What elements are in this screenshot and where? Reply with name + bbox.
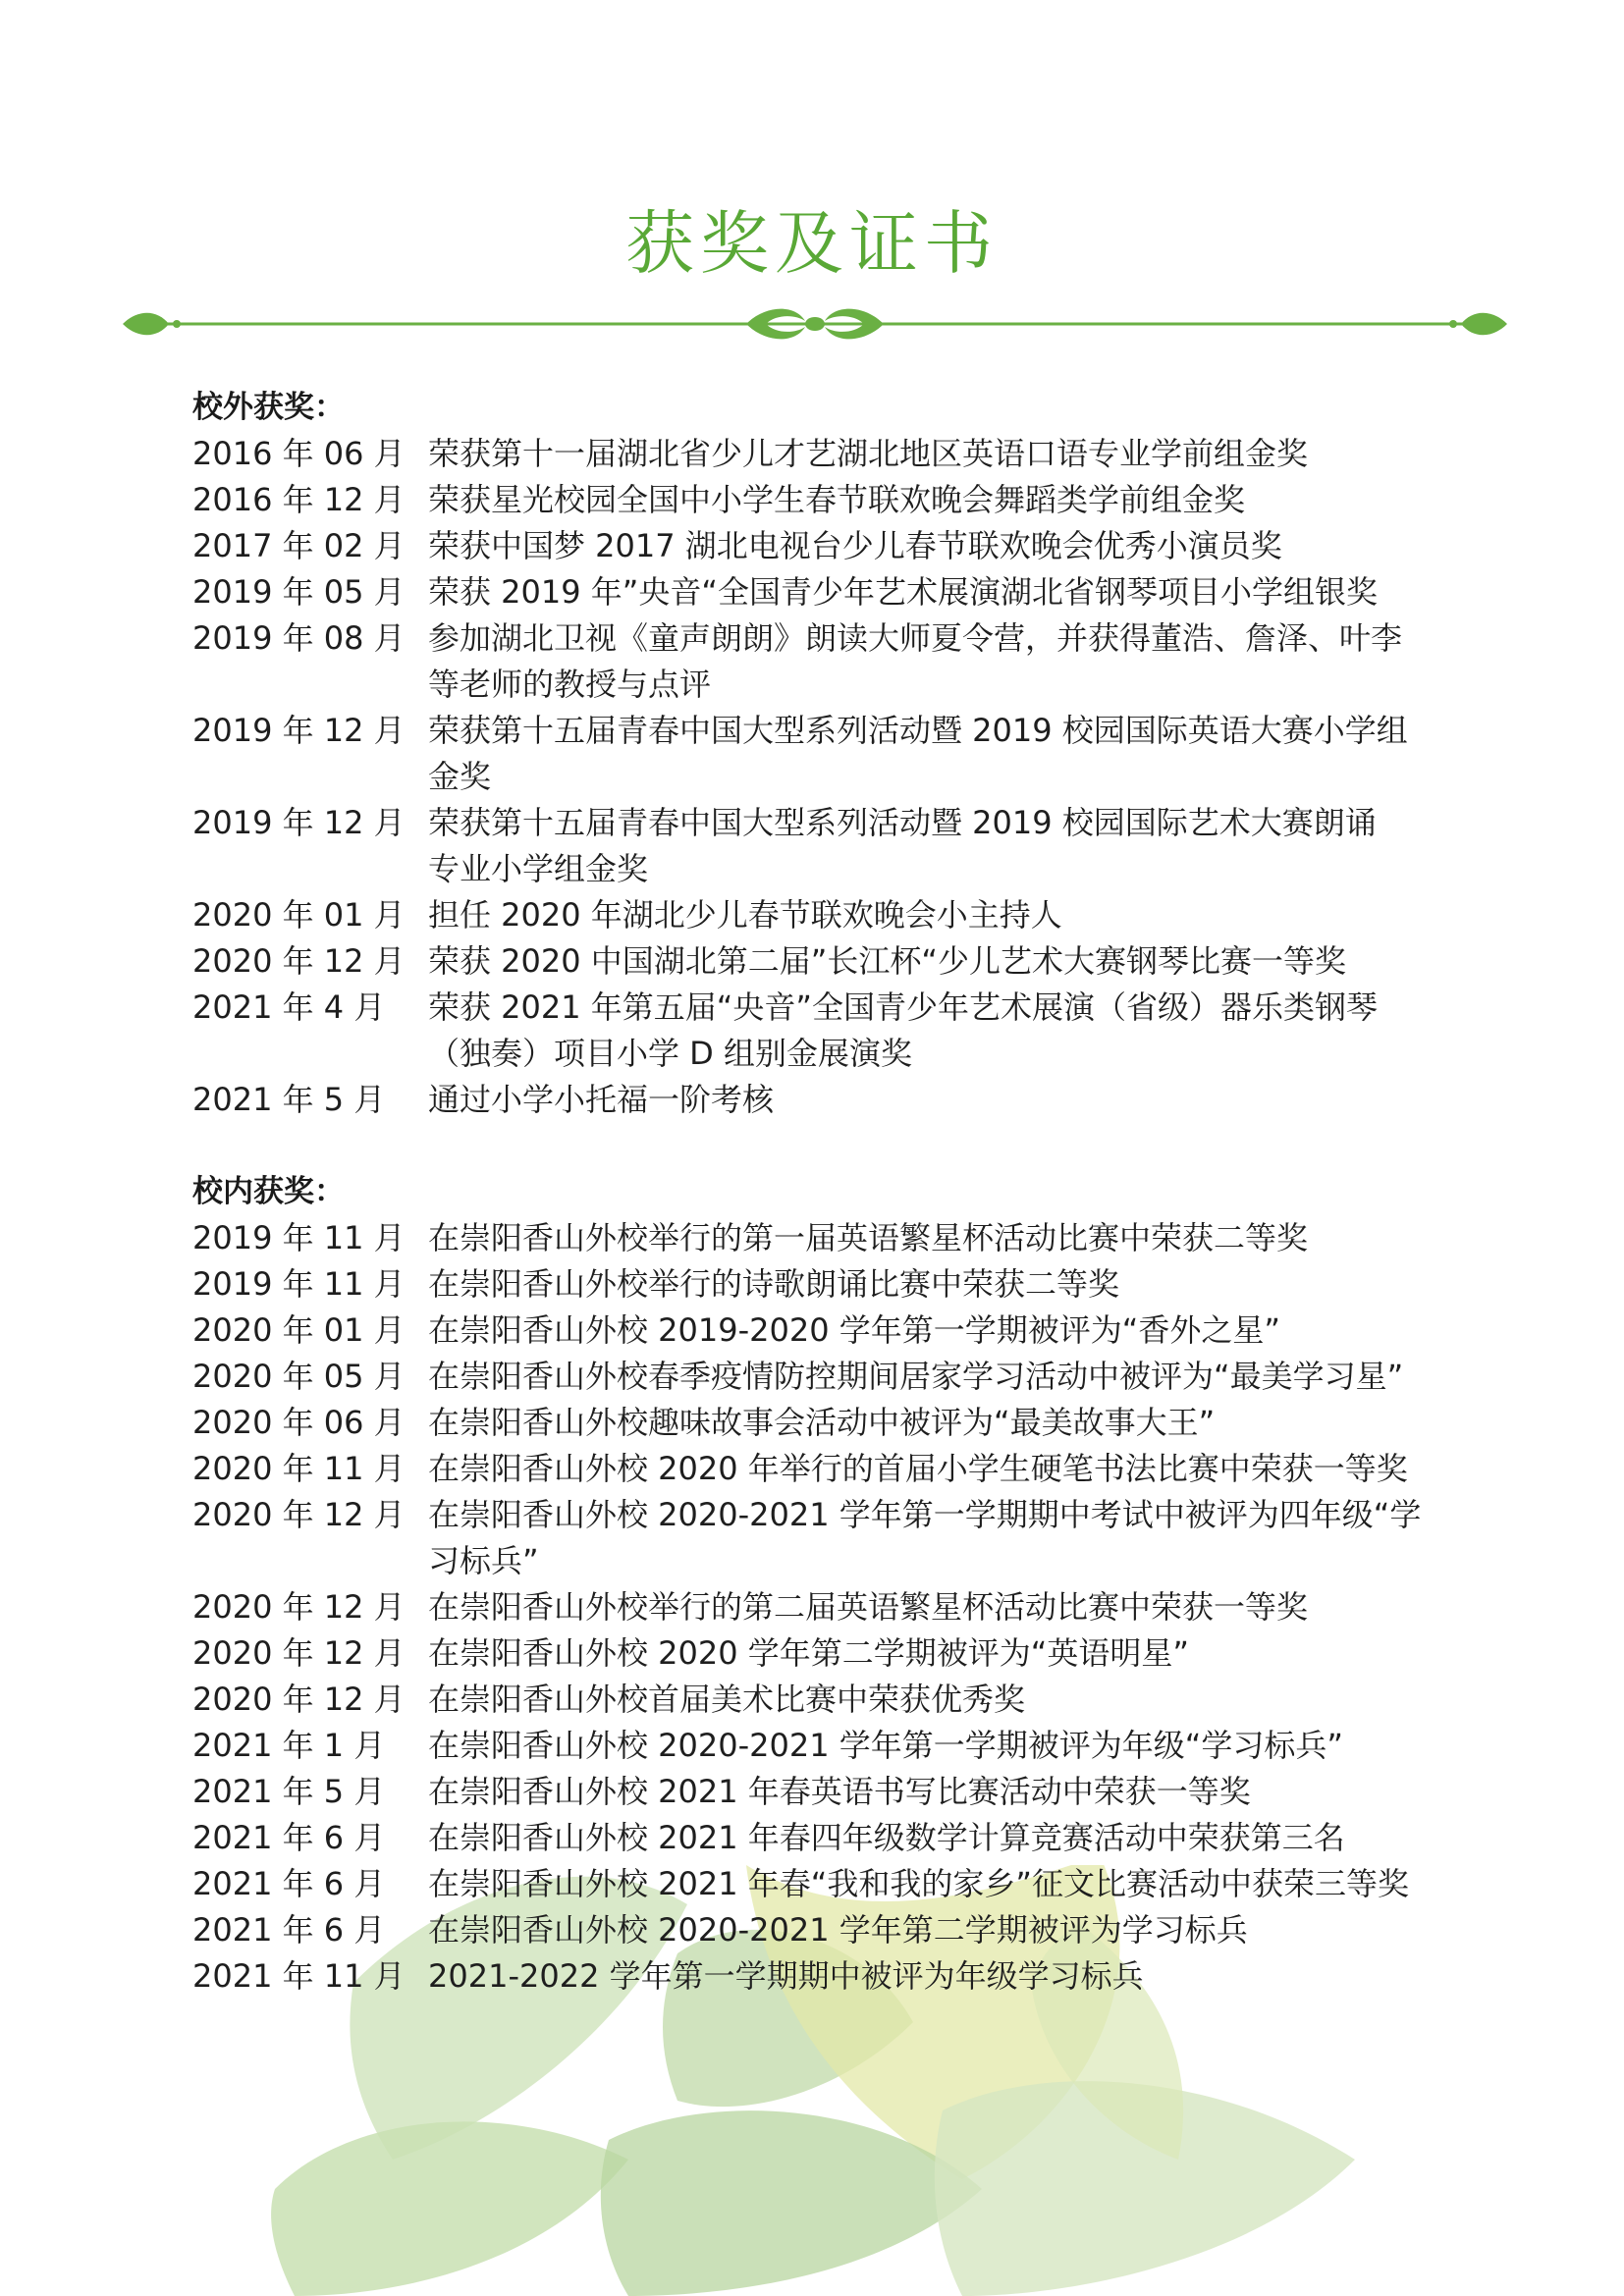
award-date: 2020 年 05 月 bbox=[192, 1358, 406, 1395]
award-entry bbox=[192, 892, 1508, 938]
award-text: 专业小学组金奖 bbox=[428, 850, 649, 887]
award-entry bbox=[192, 477, 1508, 523]
award-date: 2016 年 12 月 bbox=[192, 481, 406, 518]
award-text: 荣获第十五届青春中国大型系列活动暨 2019 校园国际艺术大赛朗诵 bbox=[428, 804, 1377, 841]
award-text: 通过小学小托福一阶考核 bbox=[428, 1081, 775, 1118]
award-text: 在崇阳香山外校举行的诗歌朗诵比赛中荣获二等奖 bbox=[428, 1265, 1120, 1303]
award-date: 2020 年 12 月 bbox=[192, 1634, 406, 1672]
award-entry bbox=[192, 615, 1508, 662]
award-date: 2020 年 01 月 bbox=[192, 896, 406, 934]
award-entry-continuation bbox=[192, 754, 1508, 800]
award-date: 2019 年 12 月 bbox=[192, 712, 406, 749]
award-text: 荣获第十一届湖北省少儿才艺湖北地区英语口语专业学前组金奖 bbox=[428, 435, 1309, 472]
award-date: 2021 年 6 月 bbox=[192, 1819, 386, 1856]
award-text: （独奏）项目小学 D 组别金展演奖 bbox=[428, 1035, 912, 1072]
award-text: 荣获 2019 年”央音“全国青少年艺术展演湖北省钢琴项目小学组银奖 bbox=[428, 573, 1378, 611]
award-date: 2020 年 06 月 bbox=[192, 1404, 406, 1441]
award-entry bbox=[192, 1630, 1508, 1677]
award-date: 2019 年 05 月 bbox=[192, 573, 406, 611]
award-entry bbox=[192, 569, 1508, 615]
award-text: 在崇阳香山外校 2021 年春“我和我的家乡”征文比赛活动中获荣三等奖 bbox=[428, 1865, 1409, 1902]
award-entry bbox=[192, 1077, 1508, 1123]
award-entry bbox=[192, 1907, 1508, 1953]
award-date: 2021 年 6 月 bbox=[192, 1911, 386, 1949]
section-heading-outside: 校外获奖： bbox=[192, 390, 345, 425]
award-entry bbox=[192, 1584, 1508, 1630]
award-date: 2019 年 08 月 bbox=[192, 619, 406, 657]
section-heading-inside: 校内获奖： bbox=[192, 1174, 345, 1209]
award-text: 在崇阳香山外校趣味故事会活动中被评为“最美故事大王” bbox=[428, 1404, 1216, 1441]
award-entry bbox=[192, 1446, 1508, 1492]
award-entry-continuation bbox=[192, 1031, 1508, 1077]
award-entry-continuation bbox=[192, 1538, 1508, 1584]
award-text: 等老师的教授与点评 bbox=[428, 666, 712, 703]
award-entry bbox=[192, 1953, 1508, 2000]
awards-content bbox=[192, 385, 1508, 2000]
leaf-shape bbox=[271, 2121, 628, 2296]
award-text: 荣获第十五届青春中国大型系列活动暨 2019 校园国际英语大赛小学组 bbox=[428, 712, 1408, 749]
award-text: 参加湖北卫视《童声朗朗》朗读大师夏令营，并获得董浩、詹泽、叶李 bbox=[428, 619, 1403, 657]
award-entry bbox=[192, 1815, 1508, 1861]
award-date bbox=[192, 662, 428, 708]
award-entry bbox=[192, 1861, 1508, 1907]
award-text: 在崇阳香山外校 2020-2021 学年第一学期被评为年级“学习标兵” bbox=[428, 1727, 1343, 1764]
award-text: 在崇阳香山外校 2021 年春英语书写比赛活动中荣获一等奖 bbox=[428, 1773, 1251, 1810]
award-date: 2020 年 12 月 bbox=[192, 1681, 406, 1718]
title-divider-ornament bbox=[118, 299, 1512, 348]
award-text: 在崇阳香山外校首届美术比赛中荣获优秀奖 bbox=[428, 1681, 1026, 1718]
award-date: 2019 年 11 月 bbox=[192, 1219, 406, 1256]
award-text: 在崇阳香山外校举行的第一届英语繁星杯活动比赛中荣获二等奖 bbox=[428, 1219, 1309, 1256]
award-entry bbox=[192, 523, 1508, 569]
award-date bbox=[192, 1031, 428, 1077]
outside-awards-list bbox=[192, 431, 1508, 1123]
award-date bbox=[192, 1538, 428, 1584]
award-date: 2021 年 6 月 bbox=[192, 1865, 386, 1902]
award-date: 2016 年 06 月 bbox=[192, 435, 406, 472]
award-date bbox=[192, 754, 428, 800]
award-entry bbox=[192, 1723, 1508, 1769]
award-date: 2021 年 1 月 bbox=[192, 1727, 386, 1764]
award-entry bbox=[192, 1492, 1508, 1538]
award-date: 2020 年 12 月 bbox=[192, 1496, 406, 1533]
inside-awards-list bbox=[192, 1215, 1508, 2000]
award-date: 2021 年 5 月 bbox=[192, 1081, 386, 1118]
award-text: 在崇阳香山外校 2020-2021 学年第一学期期中考试中被评为四年级“学 bbox=[428, 1496, 1422, 1533]
award-entry bbox=[192, 1354, 1508, 1400]
award-date bbox=[192, 846, 428, 892]
award-entry bbox=[192, 800, 1508, 846]
award-date: 2020 年 11 月 bbox=[192, 1450, 406, 1487]
award-entry bbox=[192, 1308, 1508, 1354]
award-text: 荣获 2020 中国湖北第二届”长江杯“少儿艺术大赛钢琴比赛一等奖 bbox=[428, 942, 1346, 980]
award-date: 2020 年 12 月 bbox=[192, 942, 406, 980]
award-date: 2021 年 5 月 bbox=[192, 1773, 386, 1810]
award-date: 2021 年 11 月 bbox=[192, 1957, 406, 1995]
award-text: 在崇阳香山外校春季疫情防控期间居家学习活动中被评为“最美学习星” bbox=[428, 1358, 1404, 1395]
award-entry bbox=[192, 1215, 1508, 1261]
award-text: 2021-2022 学年第一学期期中被评为年级学习标兵 bbox=[428, 1957, 1144, 1995]
award-date: 2019 年 11 月 bbox=[192, 1265, 406, 1303]
award-text: 在崇阳香山外校 2020-2021 学年第二学期被评为学习标兵 bbox=[428, 1911, 1248, 1949]
award-text: 在崇阳香山外校 2020 年举行的首届小学生硬笔书法比赛中荣获一等奖 bbox=[428, 1450, 1408, 1487]
award-text: 荣获中国梦 2017 湖北电视台少儿春节联欢晚会优秀小演员奖 bbox=[428, 527, 1282, 564]
award-date: 2020 年 12 月 bbox=[192, 1588, 406, 1626]
award-entry bbox=[192, 1769, 1508, 1815]
award-entry bbox=[192, 985, 1508, 1031]
award-text: 在崇阳香山外校 2021 年春四年级数学计算竞赛活动中荣获第三名 bbox=[428, 1819, 1345, 1856]
award-entry bbox=[192, 938, 1508, 985]
award-text: 荣获 2021 年第五届“央音”全国青少年艺术展演（省级）器乐类钢琴 bbox=[428, 988, 1378, 1026]
award-date: 2019 年 12 月 bbox=[192, 804, 406, 841]
award-entry bbox=[192, 708, 1508, 754]
award-text: 在崇阳香山外校 2019-2020 学年第一学期被评为“香外之星” bbox=[428, 1311, 1280, 1349]
award-entry-continuation bbox=[192, 662, 1508, 708]
award-text: 金奖 bbox=[428, 758, 492, 795]
award-date: 2021 年 4 月 bbox=[192, 988, 386, 1026]
award-date: 2017 年 02 月 bbox=[192, 527, 406, 564]
award-entry-continuation bbox=[192, 846, 1508, 892]
award-text: 荣获星光校园全国中小学生春节联欢晚会舞蹈类学前组金奖 bbox=[428, 481, 1246, 518]
award-entry bbox=[192, 1400, 1508, 1446]
award-text: 担任 2020 年湖北少儿春节联欢晚会小主持人 bbox=[428, 896, 1062, 934]
page-title: 获奖及证书 bbox=[625, 203, 999, 284]
award-text: 在崇阳香山外校 2020 学年第二学期被评为“英语明星” bbox=[428, 1634, 1189, 1672]
award-entry bbox=[192, 1261, 1508, 1308]
award-entry bbox=[192, 431, 1508, 477]
award-text: 习标兵” bbox=[428, 1542, 539, 1579]
award-text: 在崇阳香山外校举行的第二届英语繁星杯活动比赛中荣获一等奖 bbox=[428, 1588, 1309, 1626]
award-entry bbox=[192, 1677, 1508, 1723]
award-date: 2020 年 01 月 bbox=[192, 1311, 406, 1349]
